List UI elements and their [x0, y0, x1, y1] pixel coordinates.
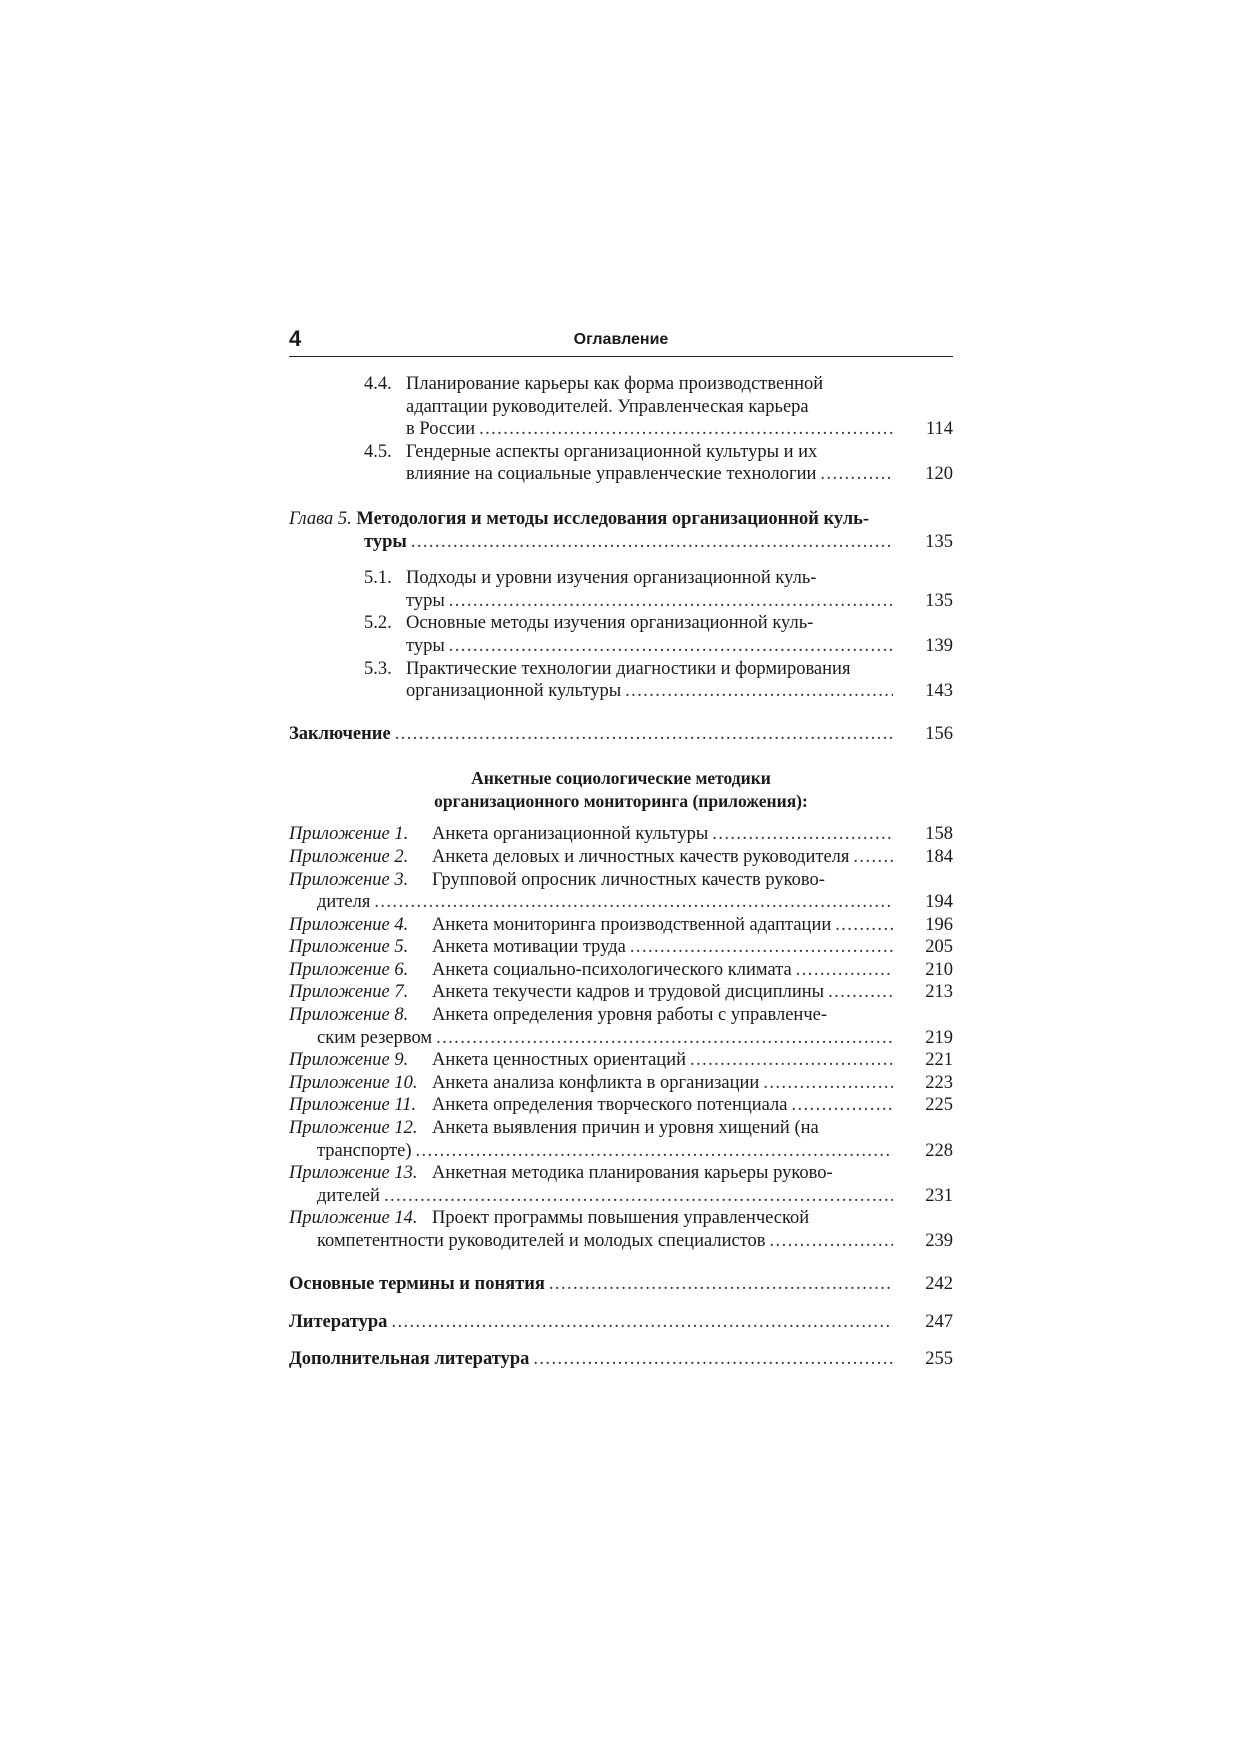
table-of-contents	[289, 373, 953, 1370]
chapter-label: Глава 5.	[289, 508, 352, 529]
entry-text-line: Анкета мотивации труда	[432, 937, 626, 958]
toc-entry-4-4[interactable]	[289, 373, 953, 441]
entry-text-line: адаптации руководителей. Управленческая карьера	[406, 396, 809, 417]
appendix-label: Приложение 4.	[289, 914, 409, 935]
appendix-label: Приложение 2.	[289, 846, 409, 867]
dot-leader	[411, 531, 893, 554]
toc-entry-appendix-11[interactable]	[289, 1094, 953, 1117]
dot-leader	[374, 891, 893, 914]
toc-entry-4-5[interactable]	[289, 441, 953, 486]
entry-title: Основные термины и понятия	[289, 1273, 545, 1294]
dot-leader	[763, 1072, 893, 1095]
entry-text-line: организационной культуры	[406, 681, 622, 702]
page-ref: 114	[925, 419, 953, 440]
toc-entry-conclusion[interactable]	[289, 723, 953, 746]
entry-text-line: Анкета организационной культуры	[432, 824, 709, 845]
chapter-title-cont: туры	[364, 531, 407, 552]
section-number: 5.2.	[364, 613, 392, 634]
toc-entry-appendix-4[interactable]	[289, 914, 953, 937]
entry-text-line: Анкетная методика планирования карьеры руково-	[432, 1163, 833, 1184]
page-ref: 184	[925, 846, 953, 867]
appendix-label: Приложение 1.	[289, 824, 409, 845]
entry-text-line: Анкета мониторинга производственной адаптации	[432, 914, 832, 935]
entry-text-line: влияние на социальные управленческие технологии	[406, 464, 817, 485]
toc-entry-appendix-2[interactable]	[289, 846, 953, 869]
entry-text-line: компетентности руководителей и молодых специалистов	[317, 1231, 766, 1251]
toc-entry-additional-literature[interactable]	[289, 1348, 953, 1371]
page-ref: 156	[925, 723, 953, 744]
toc-entry-appendix-14[interactable]	[289, 1207, 953, 1252]
page-ref: 135	[925, 531, 953, 552]
running-title: Оглавление	[573, 331, 669, 348]
entry-text-line: Планирование карьеры как форма производственной	[406, 374, 824, 394]
toc-entry-appendix-3[interactable]	[289, 869, 953, 914]
dot-leader	[791, 1094, 893, 1117]
toc-entry-5-2[interactable]	[289, 612, 953, 657]
entry-text-line: туры	[406, 635, 445, 656]
page-ref: 223	[925, 1072, 953, 1093]
entry-text-line: Анкета социально-психологического климата	[432, 959, 792, 980]
appendix-label: Приложение 10.	[289, 1072, 418, 1093]
appendix-label: Приложение 12.	[289, 1118, 418, 1139]
entry-text-line: дителя	[317, 892, 371, 913]
toc-entry-appendix-12[interactable]	[289, 1117, 953, 1162]
page-ref: 247	[925, 1312, 953, 1333]
page-ref: 219	[925, 1027, 953, 1048]
toc-entry-literature[interactable]	[289, 1311, 953, 1334]
dot-leader	[533, 1348, 893, 1371]
entry-text-line: туры	[406, 590, 445, 611]
entry-text-line: Анкета выявления причин и уровня хищений (на	[432, 1118, 819, 1139]
page-ref: 231	[925, 1185, 953, 1206]
toc-entry-appendix-6[interactable]	[289, 959, 953, 982]
section-number: 4.5.	[364, 441, 392, 462]
appendix-label: Приложение 5.	[289, 937, 409, 958]
page-ref: 228	[925, 1140, 953, 1161]
dot-leader	[630, 936, 893, 959]
dot-leader	[712, 823, 893, 846]
appendix-label: Приложение 14.	[289, 1208, 418, 1229]
appendix-label: Приложение 13.	[289, 1163, 418, 1184]
dot-leader	[549, 1273, 893, 1296]
entry-text-line: Подходы и уровни изучения организационной куль-	[406, 568, 817, 589]
page-ref: 221	[925, 1050, 953, 1071]
chapter-title: Методология и методы исследования организационной куль-	[356, 508, 870, 529]
dot-leader	[391, 1311, 893, 1334]
appendix-label: Приложение 6.	[289, 959, 409, 980]
page-ref: 139	[925, 635, 953, 656]
dot-leader	[436, 1027, 893, 1050]
toc-entry-appendix-8[interactable]	[289, 1004, 953, 1049]
toc-entry-terms[interactable]	[289, 1273, 953, 1296]
appendix-heading	[289, 767, 953, 813]
entry-text-line: Проект программы повышения управленческой	[432, 1208, 810, 1229]
dot-leader	[416, 1140, 894, 1163]
toc-entry-appendix-1[interactable]	[289, 823, 953, 846]
entry-text-line: Анкета деловых и личностных качеств руководителя	[432, 846, 850, 867]
entry-text-line: Основные методы изучения организационной куль-	[406, 613, 814, 634]
toc-entry-appendix-10[interactable]	[289, 1072, 953, 1095]
running-header	[289, 326, 953, 357]
section-number: 5.1.	[364, 568, 392, 589]
entry-text-line: в России	[406, 419, 476, 440]
dot-leader	[384, 1185, 893, 1208]
toc-entry-chapter-5[interactable]	[289, 508, 953, 553]
dot-leader	[835, 914, 893, 937]
entry-text-line: дителей	[317, 1185, 380, 1206]
entry-text-line: Практические технологии диагностики и формирования	[406, 658, 851, 679]
appendix-label: Приложение 3.	[289, 869, 409, 890]
entry-text-line: Анкета определения творческого потенциала	[432, 1095, 788, 1116]
page-ref: 242	[925, 1273, 953, 1294]
dot-leader	[796, 959, 893, 982]
toc-entry-appendix-5[interactable]	[289, 936, 953, 959]
section-number: 4.4.	[364, 374, 392, 394]
entry-title: Дополнительная литература	[289, 1348, 530, 1369]
dot-leader	[690, 1049, 893, 1072]
page-ref: 205	[925, 937, 953, 958]
appendix-label: Приложение 7.	[289, 982, 409, 1003]
entry-text-line: Гендерные аспекты организационной культуры и их	[406, 441, 818, 462]
appendix-label: Приложение 11.	[289, 1095, 417, 1116]
page-ref: 158	[925, 824, 953, 845]
appendix-label: Приложение 9.	[289, 1050, 409, 1071]
dot-leader	[820, 463, 893, 486]
entry-text-line: Анкета определения уровня работы с управленче-	[432, 1005, 828, 1026]
dot-leader	[449, 635, 893, 658]
page-ref: 225	[925, 1095, 953, 1116]
toc-entry-appendix-7[interactable]	[289, 981, 953, 1004]
page-ref: 120	[925, 464, 953, 485]
appendix-heading-line: Анкетные социологические методики	[471, 768, 771, 789]
page-ref: 213	[925, 982, 953, 1003]
page-number: 4	[289, 326, 302, 351]
entry-text-line: Анкета анализа конфликта в организации	[432, 1072, 760, 1093]
toc-entry-appendix-9[interactable]	[289, 1049, 953, 1072]
section-number: 5.3.	[364, 658, 392, 679]
appendix-label: Приложение 8.	[289, 1005, 409, 1026]
entry-title: Литература	[289, 1312, 388, 1333]
dot-leader	[625, 680, 893, 703]
dot-leader	[828, 981, 893, 1004]
entry-text-line: Групповой опросник личностных качеств руково-	[432, 869, 825, 890]
dot-leader	[770, 1230, 893, 1253]
toc-entry-5-1[interactable]	[289, 567, 953, 612]
dot-leader	[853, 846, 893, 869]
page-ref: 210	[925, 959, 953, 980]
entry-text-line: транспорте)	[317, 1140, 412, 1161]
entry-text-line: ским резервом	[317, 1027, 433, 1048]
page-ref: 194	[925, 892, 953, 913]
page-ref: 135	[925, 590, 953, 611]
entry-title: Заключение	[289, 723, 391, 744]
page-ref: 239	[925, 1231, 953, 1251]
entry-text-line: Анкета текучести кадров и трудовой дисциплины	[432, 982, 825, 1003]
toc-entry-appendix-13[interactable]	[289, 1162, 953, 1207]
dot-leader	[395, 723, 893, 746]
dot-leader	[479, 418, 893, 441]
dot-leader	[449, 590, 893, 613]
entry-text-line: Анкета ценностных ориентаций	[432, 1050, 687, 1071]
appendix-heading-line: организационного мониторинга (приложения):	[434, 791, 808, 812]
toc-entry-5-3[interactable]	[289, 658, 953, 703]
page-ref: 143	[925, 681, 953, 702]
page-ref: 255	[925, 1348, 953, 1369]
page-ref: 196	[925, 914, 953, 935]
